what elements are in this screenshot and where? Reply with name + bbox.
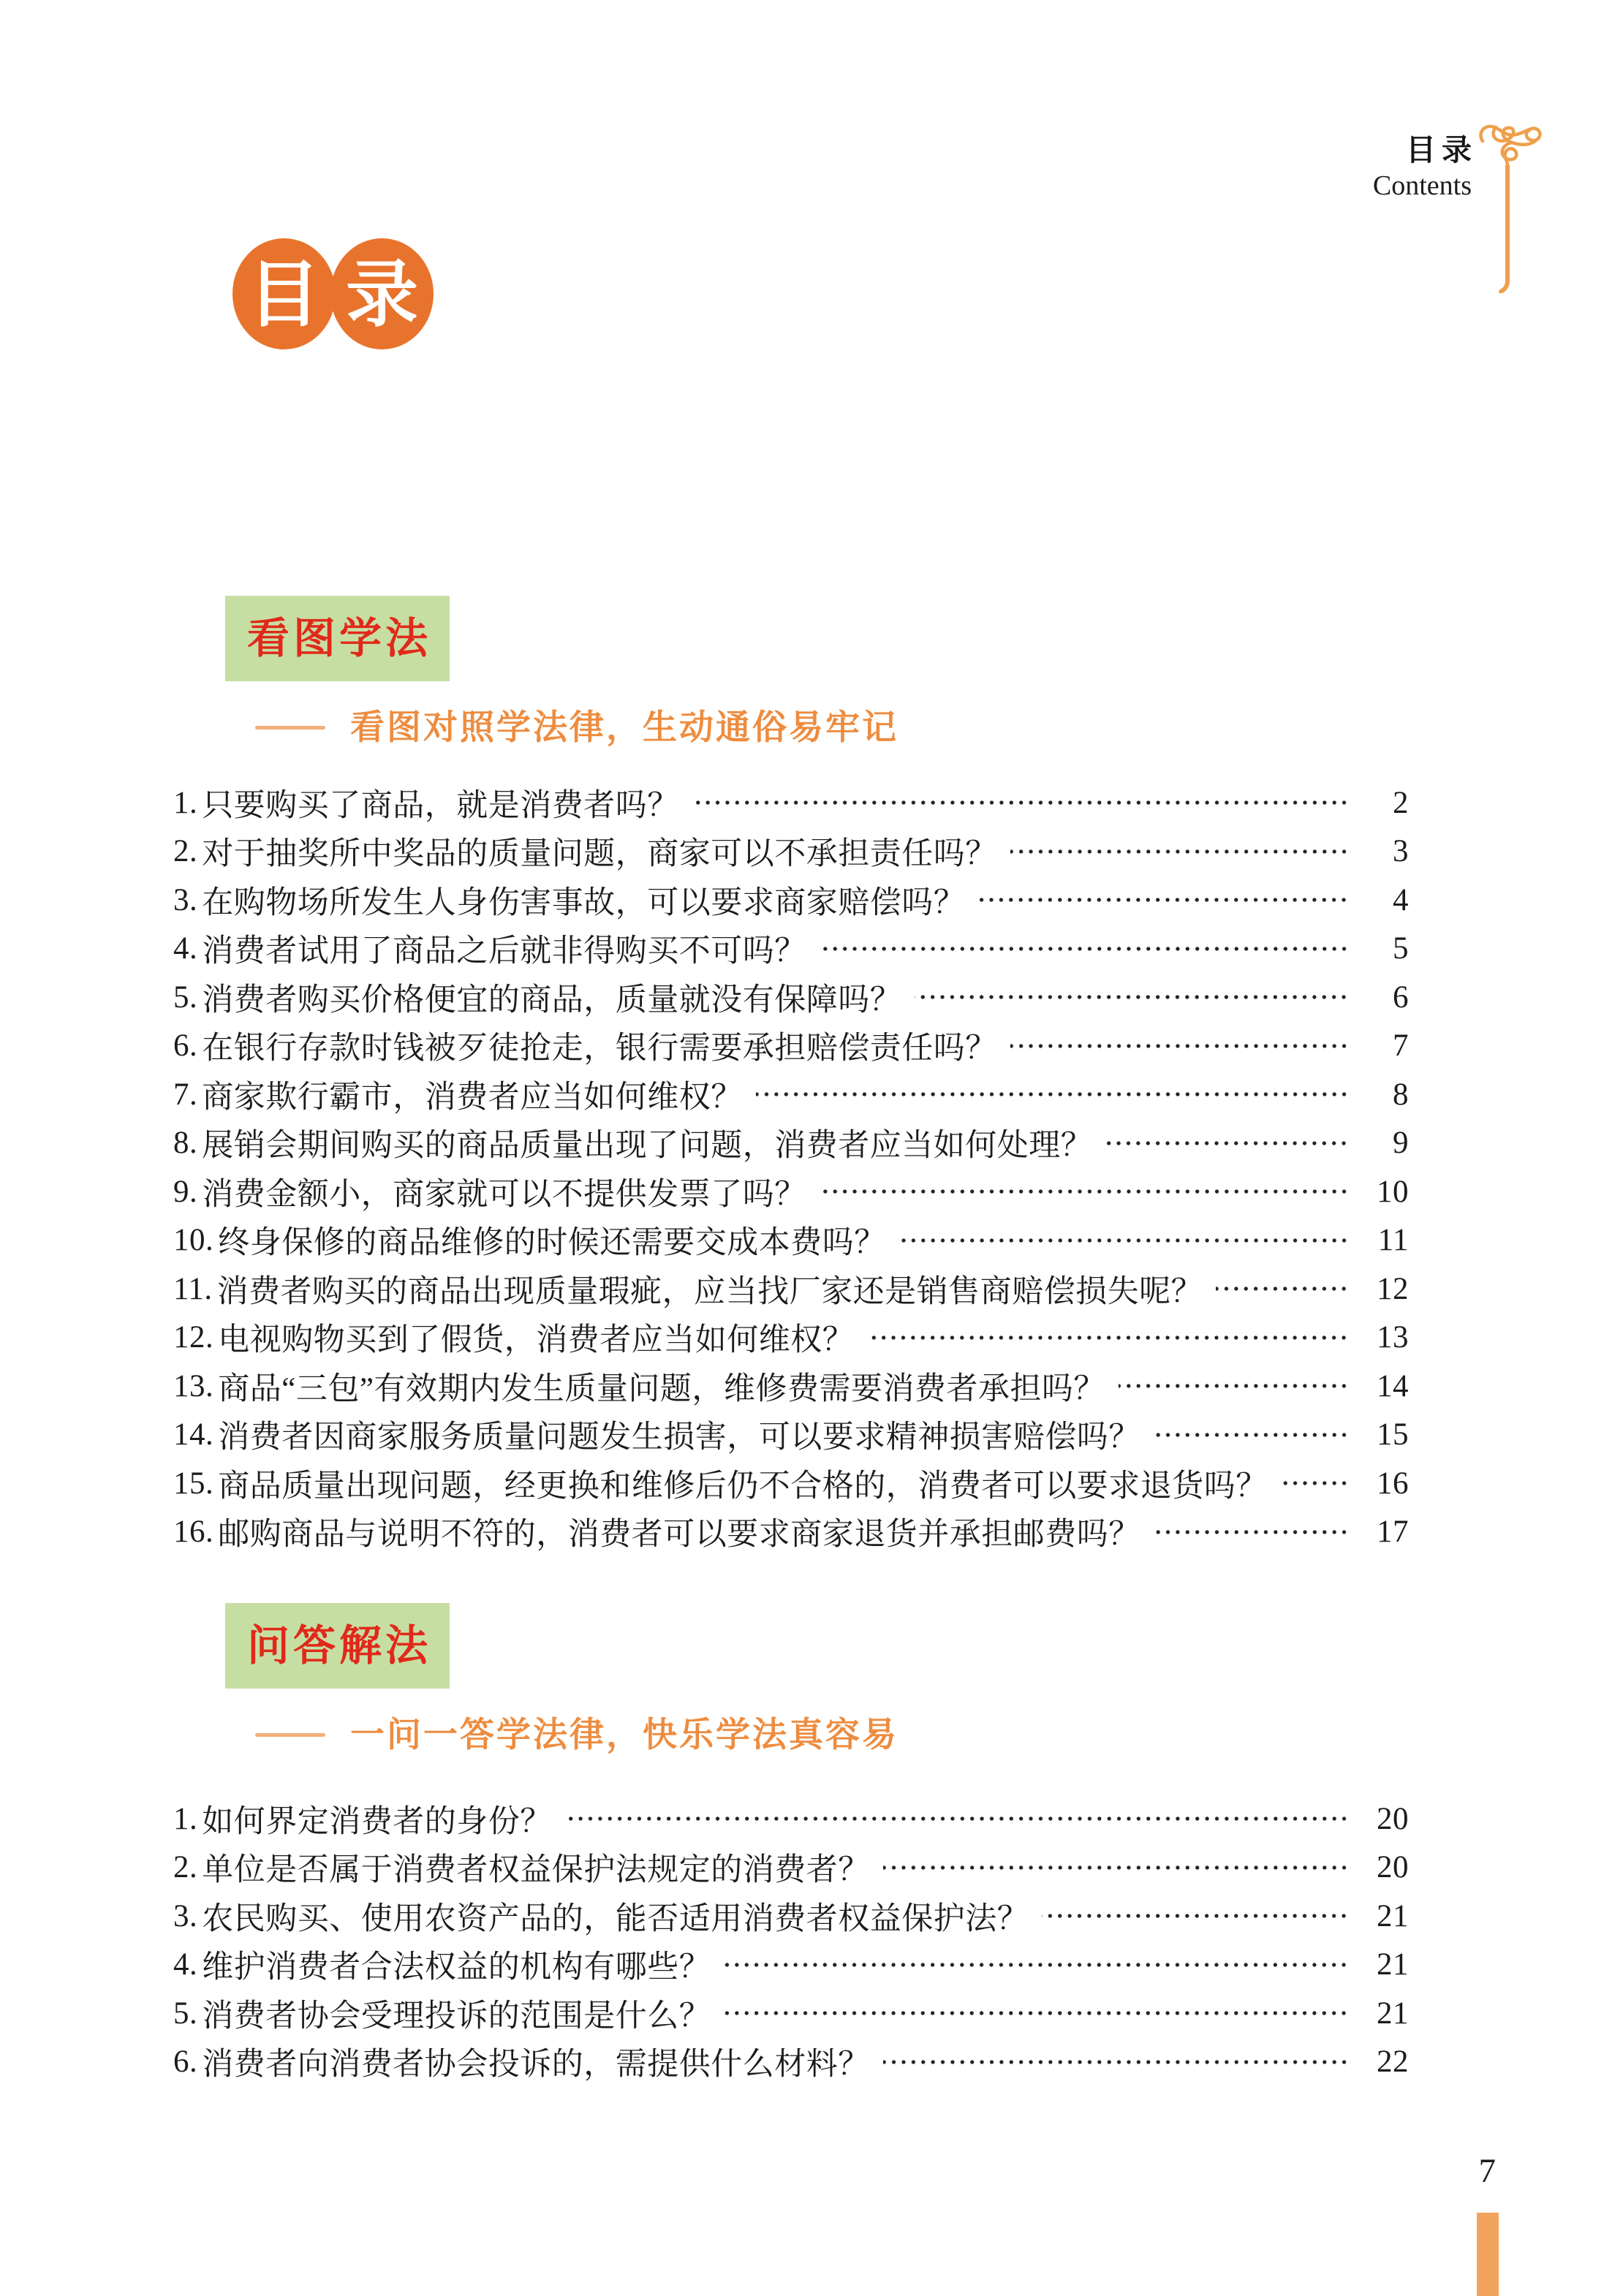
entry-number: 3. (173, 1898, 198, 1933)
entry-title: 电视购物买到了假货，消费者应当如何维权？ (218, 1323, 855, 1358)
entry-number: 4. (173, 1947, 198, 1982)
toc-entry (173, 1989, 1409, 2038)
dot-leader (1010, 1042, 1349, 1050)
entry-page-number: 16 (1377, 1466, 1409, 1501)
page-number: 7 (1478, 2152, 1496, 2190)
dot-leader (692, 798, 1349, 807)
toc-entry (173, 1411, 1409, 1460)
entry-page-number: 13 (1377, 1320, 1409, 1355)
footer-accent-bar (1477, 2213, 1499, 2296)
toc-entry (173, 1022, 1409, 1071)
dot-leader (1154, 1528, 1349, 1537)
entry-number: 7. (173, 1077, 198, 1112)
entry-page-number: 12 (1377, 1271, 1409, 1306)
entry-title: 商家欺行霸市，消费者应当如何维权？ (202, 1080, 743, 1115)
toc-entry (173, 1459, 1409, 1508)
dot-leader (867, 1333, 1349, 1342)
entry-title: 消费者购买的商品出现质量瑕疵，应当找厂家还是销售商赔偿损失呢？ (216, 1274, 1203, 1309)
toc-entry (173, 1941, 1409, 1990)
dot-leader (978, 895, 1349, 904)
toc-entry (173, 1795, 1409, 1844)
toc-entry (173, 2038, 1409, 2087)
dot-leader (820, 944, 1349, 953)
section-subtitle: 看图对照学法律，生动通俗易牢记 (350, 707, 898, 746)
section-subtitle: 一问一答学法律，快乐学法真容易 (350, 1714, 898, 1754)
entry-number: 14. (173, 1417, 214, 1452)
entry-title: 在购物场所发生人身伤害事故，可以要求商家赔偿吗？ (202, 885, 966, 920)
entry-page-number: 10 (1377, 1174, 1409, 1209)
section-subtitle-row (255, 705, 1409, 749)
toc-entry (173, 1844, 1409, 1893)
entry-page-number: 7 (1393, 1028, 1409, 1064)
section-title: 看图学法 (247, 614, 432, 662)
entry-number: 13. (173, 1368, 214, 1403)
entry-page-number: 21 (1377, 1996, 1409, 2031)
entry-title: 单位是否属于消费者权益保护法规定的消费者？ (202, 1853, 870, 1888)
subtitle-dash (255, 1733, 325, 1737)
dot-leader (565, 1814, 1349, 1823)
dot-leader (724, 1960, 1349, 1969)
toc-entry (173, 1892, 1409, 1941)
entry-title: 消费者向消费者协会投诉的，需提供什么材料？ (202, 2047, 870, 2083)
entry-title: 邮购商品与说明不符的，消费者可以要求商家退货并承担邮费吗？ (218, 1518, 1140, 1553)
entry-number: 1. (173, 785, 198, 820)
entry-title: 对于抽奖所中奖品的质量问题，商家可以不承担责任吗？ (202, 837, 997, 872)
section-title: 问答解法 (247, 1621, 432, 1670)
entry-page-number: 14 (1377, 1368, 1409, 1403)
dot-leader (1042, 1912, 1349, 1920)
entry-title: 消费者协会受理投诉的范围是什么？ (202, 1998, 711, 2034)
dot-leader (1105, 1139, 1349, 1148)
entry-title: 消费金额小，商家就可以不提供发票了吗？ (202, 1177, 806, 1212)
entry-page-number: 6 (1393, 980, 1409, 1015)
dot-leader (883, 1863, 1349, 1872)
badge-char-1: 目 (248, 253, 320, 335)
toc-entry-list (173, 1795, 1409, 2086)
entry-page-number: 8 (1393, 1077, 1409, 1112)
badge-char-2: 录 (346, 253, 418, 335)
corner-title-zh: 目录 (1406, 133, 1478, 167)
toc-entry (173, 1508, 1409, 1557)
dot-leader (1119, 1382, 1349, 1390)
entry-page-number: 21 (1377, 1947, 1409, 1982)
subtitle-dash (255, 726, 325, 730)
toc-entry (173, 1362, 1409, 1411)
toc-entry (173, 876, 1409, 925)
entry-number: 2. (173, 834, 198, 869)
dot-leader (1216, 1284, 1349, 1293)
entry-title: 农民购买、使用农资产品的，能否适用消费者权益保护法？ (202, 1901, 1029, 1936)
entry-title: 终身保修的商品维修的时候还需要交成本费吗？ (218, 1226, 886, 1261)
entry-number: 5. (173, 1996, 198, 2031)
entry-page-number: 4 (1393, 882, 1409, 917)
entry-page-number: 3 (1393, 834, 1409, 869)
entry-number: 12. (173, 1320, 214, 1355)
entry-number: 4. (173, 931, 198, 966)
entry-title: 消费者购买价格便宜的商品，质量就没有保障吗？ (202, 982, 902, 1018)
toc-entry (173, 1314, 1409, 1363)
entry-page-number: 2 (1393, 785, 1409, 820)
toc-entry (173, 973, 1409, 1022)
entry-title: 消费者试用了商品之后就非得购买不可吗？ (202, 934, 806, 969)
toc-entry (173, 827, 1409, 876)
entry-page-number: 9 (1393, 1126, 1409, 1161)
toc-entry (173, 778, 1409, 827)
entry-title: 维护消费者合法权益的机构有哪些？ (202, 1950, 711, 1985)
dot-leader (820, 1187, 1349, 1196)
entry-title: 消费者因商家服务质量问题发生损害，可以要求精神损害赔偿吗？ (218, 1420, 1140, 1455)
toc-entry (173, 1265, 1409, 1314)
entry-page-number: 20 (1377, 1850, 1409, 1885)
section-subtitle-row (255, 1713, 1409, 1757)
dot-leader (724, 2009, 1349, 2017)
entry-number: 8. (173, 1126, 198, 1161)
entry-number: 5. (173, 980, 198, 1015)
entry-number: 6. (173, 1028, 198, 1064)
corner-title-en: Contents (1372, 170, 1472, 202)
section-kantu-xuefa (173, 0, 1409, 1556)
toc-entry-list (173, 778, 1409, 1556)
entry-number: 6. (173, 2045, 198, 2080)
entry-page-number: 5 (1393, 931, 1409, 966)
entry-page-number: 21 (1377, 1898, 1409, 1933)
entry-number: 3. (173, 882, 198, 917)
dot-leader (1154, 1431, 1349, 1439)
entry-number: 2. (173, 1850, 198, 1885)
toc-entry (173, 925, 1409, 974)
dot-leader (756, 1090, 1349, 1099)
entry-title: 展销会期间购买的商品质量出现了问题，消费者应当如何处理？ (202, 1129, 1093, 1164)
entry-title: 商品质量出现问题，经更换和维修后仍不合格的，消费者可以要求退货吗？ (218, 1469, 1268, 1504)
toc-entry (173, 1167, 1409, 1216)
toc-entry (173, 1216, 1409, 1265)
entry-number: 16. (173, 1515, 214, 1550)
entry-page-number: 22 (1377, 2045, 1409, 2080)
toc-entry (173, 1119, 1409, 1168)
section-title-box (225, 1603, 450, 1689)
section-wenda-jiefa (173, 1556, 1409, 2086)
entry-page-number: 15 (1377, 1417, 1409, 1452)
dot-leader (1281, 1479, 1349, 1488)
entry-title: 如何界定消费者的身份？ (202, 1804, 552, 1839)
entry-page-number: 20 (1377, 1801, 1409, 1836)
toc-entry (173, 1070, 1409, 1119)
dot-leader (899, 1236, 1349, 1245)
dot-leader (883, 2058, 1349, 2066)
entry-page-number: 11 (1377, 1223, 1409, 1258)
dot-leader (1010, 847, 1349, 856)
entry-page-number: 17 (1377, 1515, 1409, 1550)
entry-number: 1. (173, 1801, 198, 1836)
section-title-box (225, 596, 450, 681)
entry-number: 10. (173, 1223, 214, 1258)
entry-title: 商品“三包”有效期内发生质量问题，维修费需要消费者承担吗？ (218, 1371, 1105, 1406)
entry-number: 11. (173, 1271, 213, 1306)
entry-title: 只要购买了商品，就是消费者吗？ (202, 788, 679, 823)
entry-title: 在银行存款时钱被歹徒抢走，银行需要承担赔偿责任吗？ (202, 1031, 997, 1066)
dot-leader (915, 993, 1349, 1001)
entry-number: 9. (173, 1174, 198, 1209)
entry-number: 15. (173, 1466, 214, 1501)
